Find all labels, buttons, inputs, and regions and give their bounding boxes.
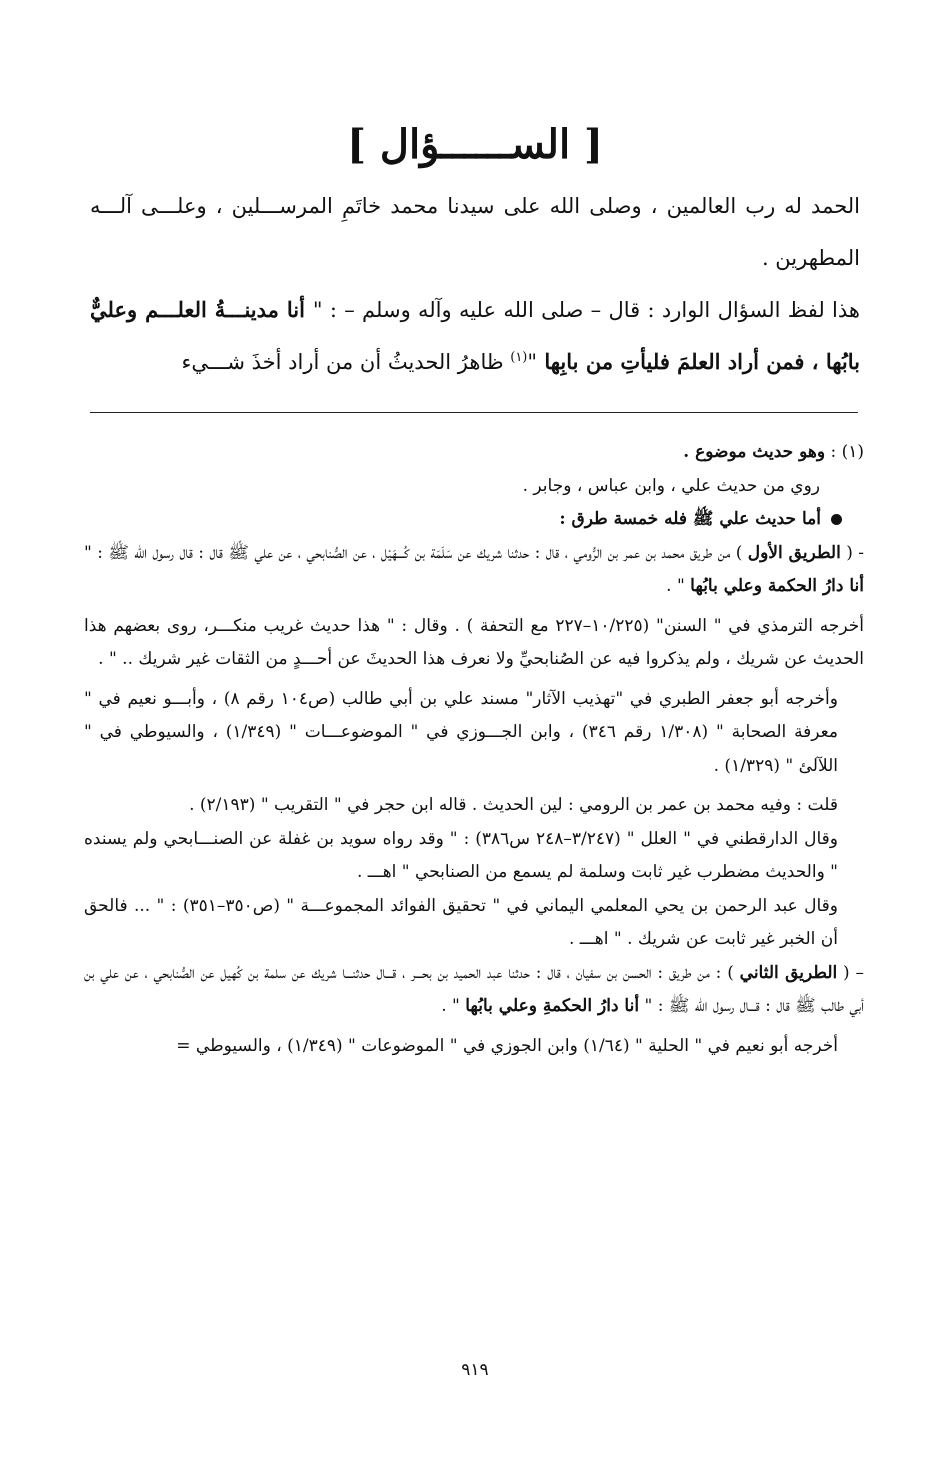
- footnote-divider: [90, 412, 858, 413]
- ali-routes-heading: أما حديث علي ﷺ فله خمسة طرق :: [559, 509, 821, 529]
- main-text: [90, 180, 860, 388]
- route-1-end: " .: [666, 576, 691, 596]
- footnote-tirmidhi: أخرجه الترمذي في " السنن" (١٠/٢٢٥–٢٢٧ مع التحفة ) . وقال : " هذا حديث غريب منكـــر، روى بعضهم هذا الحديث عن شريك ، ولم يذكروا فيه عن الصُنابحيِّ ولا نعرف هذا الحديثَ عن أحـــدٍ من الثقات غير شريك .. " .: [84, 615, 864, 669]
- hadith-quote: أنا مدينـــةُ العلـــم وعليٌّ بابُها ، فمن أراد العلمَ فليأتِ من بابِها: [90, 297, 860, 374]
- footnote-tabari: وأخرجه أبو جعفر الطبري في "تهذيب الآثار" مسند علي بن أبي طالب (ص١٠٤ رقم ٨) ، وأبـــو نعيم في " معرفة الصحابة " (١/٣٠٨ رقم ٣٤٦) ، وابن الجـــوزي في " الموضوعـــات " (١/٣٤٩) ، والسيوطي في " اللآلئ " (١/٣٢٩) .: [84, 688, 838, 776]
- route-2-title: الطريق الثاني: [739, 962, 838, 983]
- route-1-text: ) من طريق محمد بن عمر بن الرُّومي ، قال : حدثنا شريك عن سَلَمَة بن كُـــهَيْل ، عن الصُّنابحي ، عن علي ﷺ قال : قال رسول الله ﷺ : ": [84, 542, 748, 563]
- route-2-text: ) : من طريق : الحسن بن سفيان ، قال : حدثنا عبد الحميد بن بحـــر ، قـــال حدثنـــا شريك عن سلمة بن كُهيل عن الصُّنابحي ، عن علي بن أبي طالب ﷺ قال : قـــال رسول الله ﷺ : ": [84, 962, 864, 1016]
- footnote-muallimi: وقال عبد الرحمن بن يحي المعلمي اليماني في " تحقيق الفوائد المجموعـــة " (ص٣٥٠–٣٥١) : " ... فالحق أن الخبر غير ثابت عن شريك . " اهـــ .: [84, 895, 838, 949]
- footnote-label: (١) :: [825, 442, 864, 462]
- footnote-comment: قلت : وفيه محمد بن عمر بن الرومي : لين الحديث . قاله ابن حجر في " التقريب " (٢/١٩٣) .: [189, 795, 838, 815]
- footnote-narrators: روي من حديث علي ، وابن عباس ، وجابر .: [522, 475, 820, 496]
- quote-close: ": [527, 350, 538, 374]
- footnotes: [84, 436, 864, 1063]
- footnote-ali-routes: [84, 503, 864, 537]
- question-tail: ظاهرُ الحديثُ أن من أراد أخذَ شـــيء: [181, 350, 511, 374]
- footnote-abu-nuaym: أخرجه أبو نعيم في " الحلية " (١/٦٤) وابن الجوزي في " الموضوعات " (١/٣٤٩) ، والسيوطي =: [176, 1035, 838, 1056]
- footnote-daraqutni: وقال الدارقطني في " العلل " (٣/٢٤٧–٢٤٨ س٣٨٦) : " وقد رواه سويد بن غفلة عن الصنـــابحي ولم يسنده " والحديث مضطرب غير ثابت وسلمة لم يسمع من الصنابحي " اهـــ .: [84, 828, 839, 882]
- route-2-hadith: أنا دارُ الحكمةِ وعلي بابُها: [465, 996, 640, 1016]
- route-2-dash: – (: [837, 962, 864, 983]
- paragraph-intro: الحمد له رب العالمين ، وصلى الله على سيدنا محمد خاتَمِ المرســـلين ، وعلـــى آلـــه المطهرين .: [90, 194, 860, 270]
- route-1-dash: - (: [840, 542, 864, 563]
- bullet-icon: [831, 514, 842, 525]
- route-1-title: الطريق الأول: [747, 542, 841, 563]
- route-2: [84, 957, 864, 1024]
- route-2-end: " .: [441, 996, 466, 1016]
- footnote-verdict: وهو حديث موضوع .: [683, 442, 826, 462]
- route-1: [84, 537, 864, 604]
- question-lead: هذا لفظ السؤال الوارد : قال – صلى الله عليه وآله وسلم – : ": [312, 298, 860, 322]
- footnote-ref[interactable]: (١): [510, 350, 528, 365]
- page-title: [ الســــــؤال ]: [347, 121, 603, 168]
- footnote-1-heading: [84, 436, 864, 470]
- route-1-hadith: أنا دارُ الحكمة وعلي بابُها: [690, 576, 864, 596]
- page-number: ٩١٩: [461, 1360, 489, 1380]
- paragraph-question: [90, 284, 860, 388]
